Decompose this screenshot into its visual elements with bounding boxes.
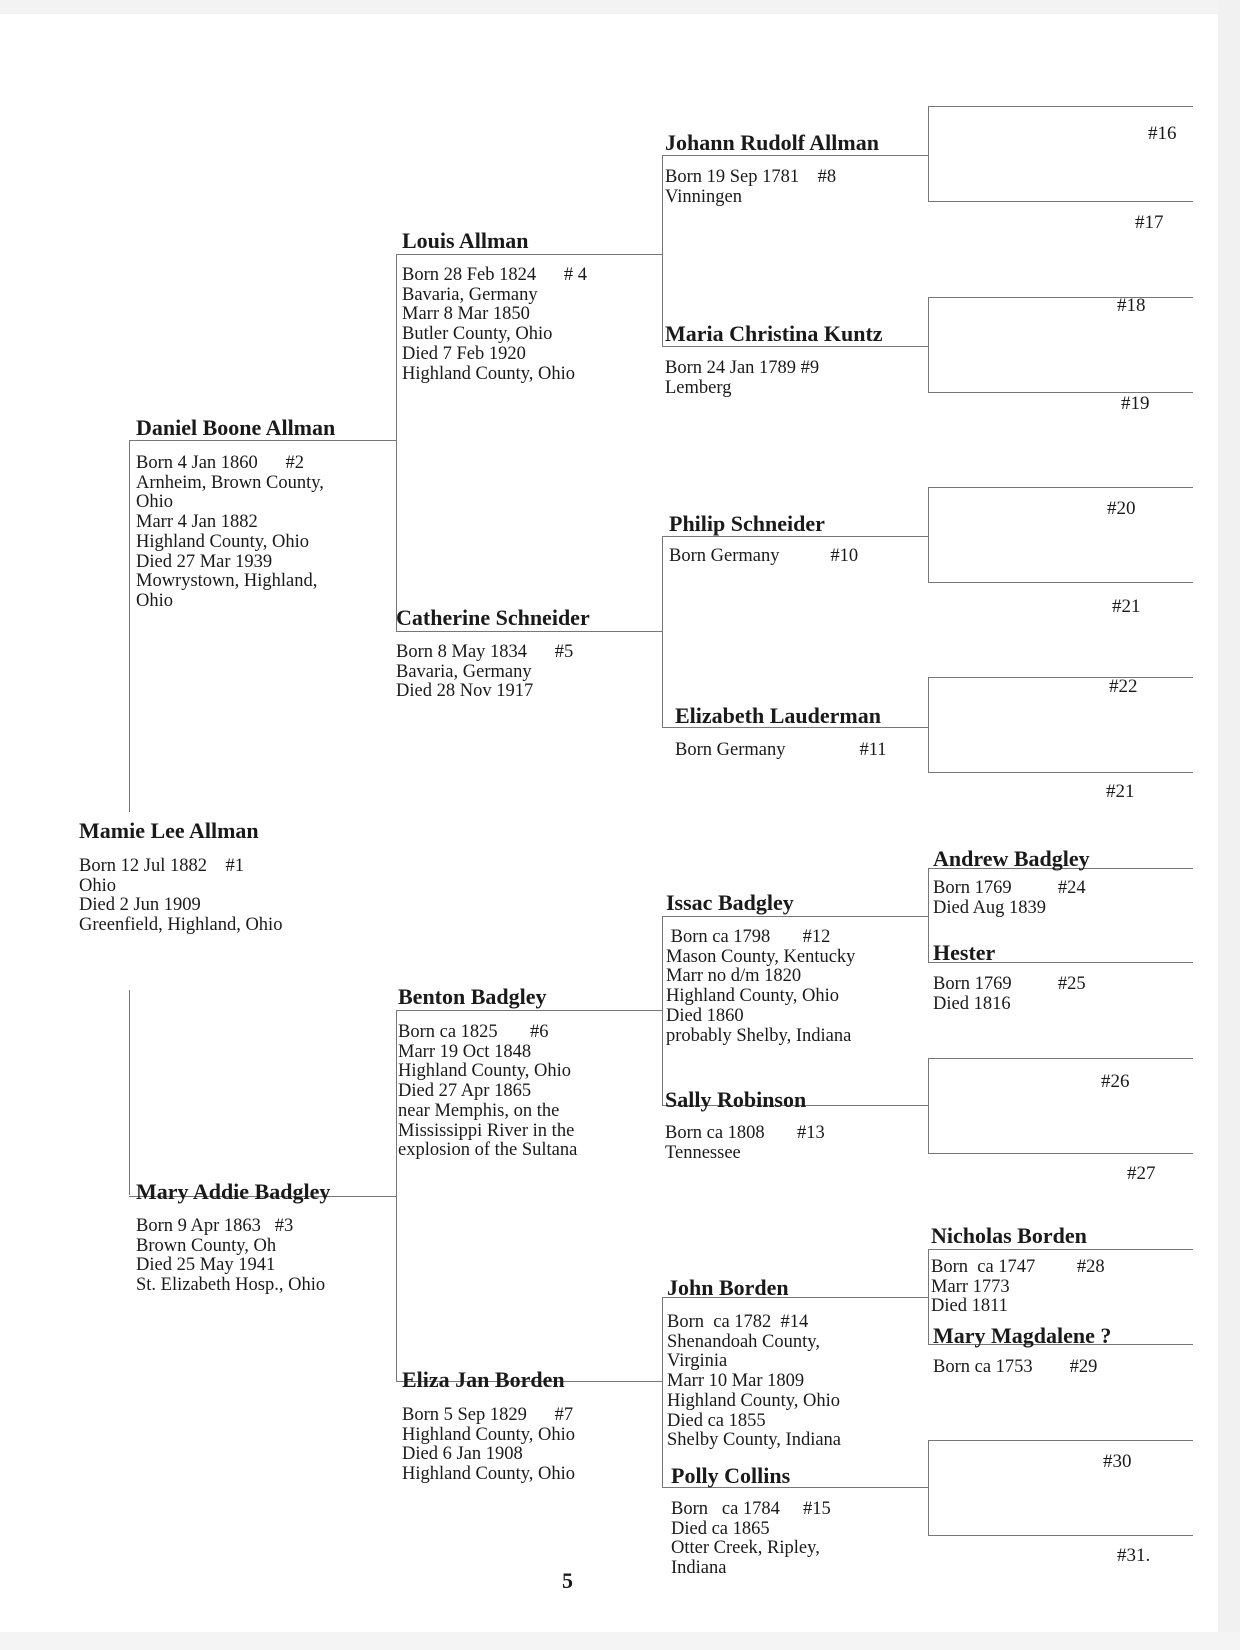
- connector-line: [662, 155, 663, 255]
- ancestor-number: #21: [1106, 781, 1135, 802]
- person-name: Catherine Schneider: [396, 605, 590, 630]
- connector-line: [928, 106, 1193, 107]
- connector-line: [928, 487, 929, 583]
- connector-line: [928, 201, 1193, 202]
- ancestor-number: #22: [1109, 676, 1138, 697]
- connector-line: [928, 1535, 1193, 1536]
- connector-line: [928, 677, 929, 773]
- person-details: Born 9 Apr 1863 #3 Brown County, Oh Died 25 May 1941 St. Elizabeth Hosp., Ohio: [136, 1216, 326, 1296]
- connector-line: [396, 440, 397, 631]
- ancestor-number: #20: [1107, 498, 1136, 519]
- scan-bottom-edge: [0, 1632, 1240, 1650]
- person-name: Mary Addie Badgley: [136, 1179, 331, 1204]
- connector-line: [662, 536, 663, 632]
- person-details: Born ca 1784 #15 Died ca 1865 Otter Creek, Ripley, Indiana: [671, 1499, 831, 1579]
- person-details: Born ca 1782 #14 Shenandoah County, Virginia Marr 10 Mar 1809 Highland County, Ohio Died ca 1855 Shelby County, Indiana: [667, 1312, 842, 1451]
- connector-line: [928, 1058, 1193, 1059]
- connector-line: [662, 631, 663, 728]
- person-name: Benton Badgley: [398, 984, 547, 1009]
- connector-line: [396, 1010, 662, 1011]
- person-details: Born Germany #10: [669, 546, 859, 566]
- person-details: Born 8 May 1834 #5 Bavaria, Germany Died 28 Nov 1917: [396, 642, 574, 702]
- person-name: Polly Collins: [671, 1463, 791, 1488]
- person-name: Mamie Lee Allman: [79, 818, 259, 843]
- person-name: Daniel Boone Allman: [136, 415, 336, 440]
- person-details: Born ca 1747 #28 Marr 1773 Died 1811: [931, 1257, 1105, 1317]
- person-name: John Borden: [667, 1275, 789, 1300]
- person-details: Born 19 Sep 1781 #8 Vinningen: [665, 167, 837, 207]
- connector-line: [662, 916, 928, 917]
- person-details: Born 24 Jan 1789 #9 Lemberg: [665, 358, 820, 398]
- connector-line: [129, 990, 130, 1195]
- connector-line: [396, 254, 662, 255]
- person-details: Born 1769 #24 Died Aug 1839: [933, 878, 1086, 918]
- connector-line: [396, 1196, 397, 1381]
- person-name: Maria Christina Kuntz: [665, 321, 883, 346]
- person-name: Andrew Badgley: [933, 846, 1090, 871]
- connector-line: [662, 346, 928, 347]
- person-details: Born ca 1825 #6 Marr 19 Oct 1848 Highland County, Ohio Died 27 Apr 1865 near Memphis, on the Mississippi River in the explosion of the Sultana: [398, 1022, 578, 1161]
- person-details: Born ca 1808 #13 Tennessee: [665, 1123, 825, 1163]
- connector-line: [662, 536, 928, 537]
- person-name: Elizabeth Lauderman: [675, 703, 881, 728]
- connector-line: [396, 1010, 397, 1196]
- person-details: Born 28 Feb 1824 # 4 Bavaria, Germany Marr 8 Mar 1850 Butler County, Ohio Died 7 Feb 1920 Highland County, Ohio: [402, 265, 587, 384]
- person-name: Sally Robinson: [665, 1087, 807, 1112]
- connector-line: [662, 1381, 663, 1487]
- scan-top-edge: [0, 0, 1240, 14]
- connector-line: [928, 582, 1193, 583]
- connector-line: [928, 106, 929, 202]
- connector-line: [396, 631, 662, 632]
- connector-line: [928, 1058, 929, 1154]
- connector-line: [928, 487, 1193, 488]
- connector-line: [662, 1010, 663, 1106]
- page-number: 5: [562, 1568, 573, 1593]
- connector-line: [928, 1440, 1193, 1441]
- person-name: Philip Schneider: [669, 511, 825, 536]
- connector-line: [928, 297, 1193, 298]
- connector-line: [129, 440, 130, 812]
- ancestor-number: #16: [1148, 123, 1177, 144]
- person-name: Issac Badgley: [666, 890, 794, 915]
- connector-line: [928, 1249, 1193, 1250]
- connector-line: [928, 1440, 929, 1536]
- person-details: Born 5 Sep 1829 #7 Highland County, Ohio Died 6 Jan 1908 Highland County, Ohio: [402, 1405, 576, 1485]
- person-details: Born 1769 #25 Died 1816: [933, 974, 1086, 1014]
- ancestor-number: #19: [1121, 393, 1150, 414]
- ancestor-number: #26: [1101, 1071, 1130, 1092]
- scan-right-edge: [1218, 0, 1240, 1650]
- person-name: Hester: [933, 940, 996, 965]
- person-name: Mary Magdalene ?: [933, 1323, 1112, 1348]
- connector-line: [662, 254, 663, 347]
- ancestor-number: #31.: [1117, 1545, 1151, 1566]
- person-details: Born Germany #11: [675, 740, 887, 760]
- person-name: Louis Allman: [402, 228, 529, 253]
- connector-line: [928, 1249, 929, 1345]
- person-details: Born ca 1753 #29: [933, 1357, 1098, 1377]
- connector-line: [662, 916, 663, 1011]
- person-details: Born 4 Jan 1860 #2 Arnheim, Brown County, Ohio Marr 4 Jan 1882 Highland County, Ohio Died 27 Mar 1939 Mowrystown, Highland, Ohio: [136, 453, 324, 611]
- connector-line: [396, 254, 397, 440]
- ancestor-number: #18: [1117, 295, 1146, 316]
- connector-line: [928, 868, 929, 963]
- connector-line: [662, 155, 928, 156]
- ancestor-number: #17: [1135, 212, 1164, 233]
- connector-line: [662, 1297, 663, 1382]
- ancestor-number: #27: [1127, 1163, 1156, 1184]
- person-details: Born 12 Jul 1882 #1 Ohio Died 2 Jun 1909 Greenfield, Highland, Ohio: [79, 856, 283, 936]
- connector-line: [928, 772, 1193, 773]
- ancestor-number: #21: [1112, 596, 1141, 617]
- connector-line: [928, 392, 1193, 393]
- person-name: Eliza Jan Borden: [402, 1367, 565, 1392]
- connector-line: [928, 1153, 1193, 1154]
- ancestor-number: #30: [1103, 1451, 1132, 1472]
- connector-line: [928, 297, 929, 393]
- person-details: Born ca 1798 #12 Mason County, Kentucky Marr no d/m 1820 Highland County, Ohio Died 1860 probably Shelby, Indiana: [666, 927, 856, 1046]
- connector-line: [129, 440, 396, 441]
- person-name: Nicholas Borden: [931, 1223, 1087, 1248]
- connector-line: [928, 677, 1193, 678]
- person-name: Johann Rudolf Allman: [665, 130, 879, 155]
